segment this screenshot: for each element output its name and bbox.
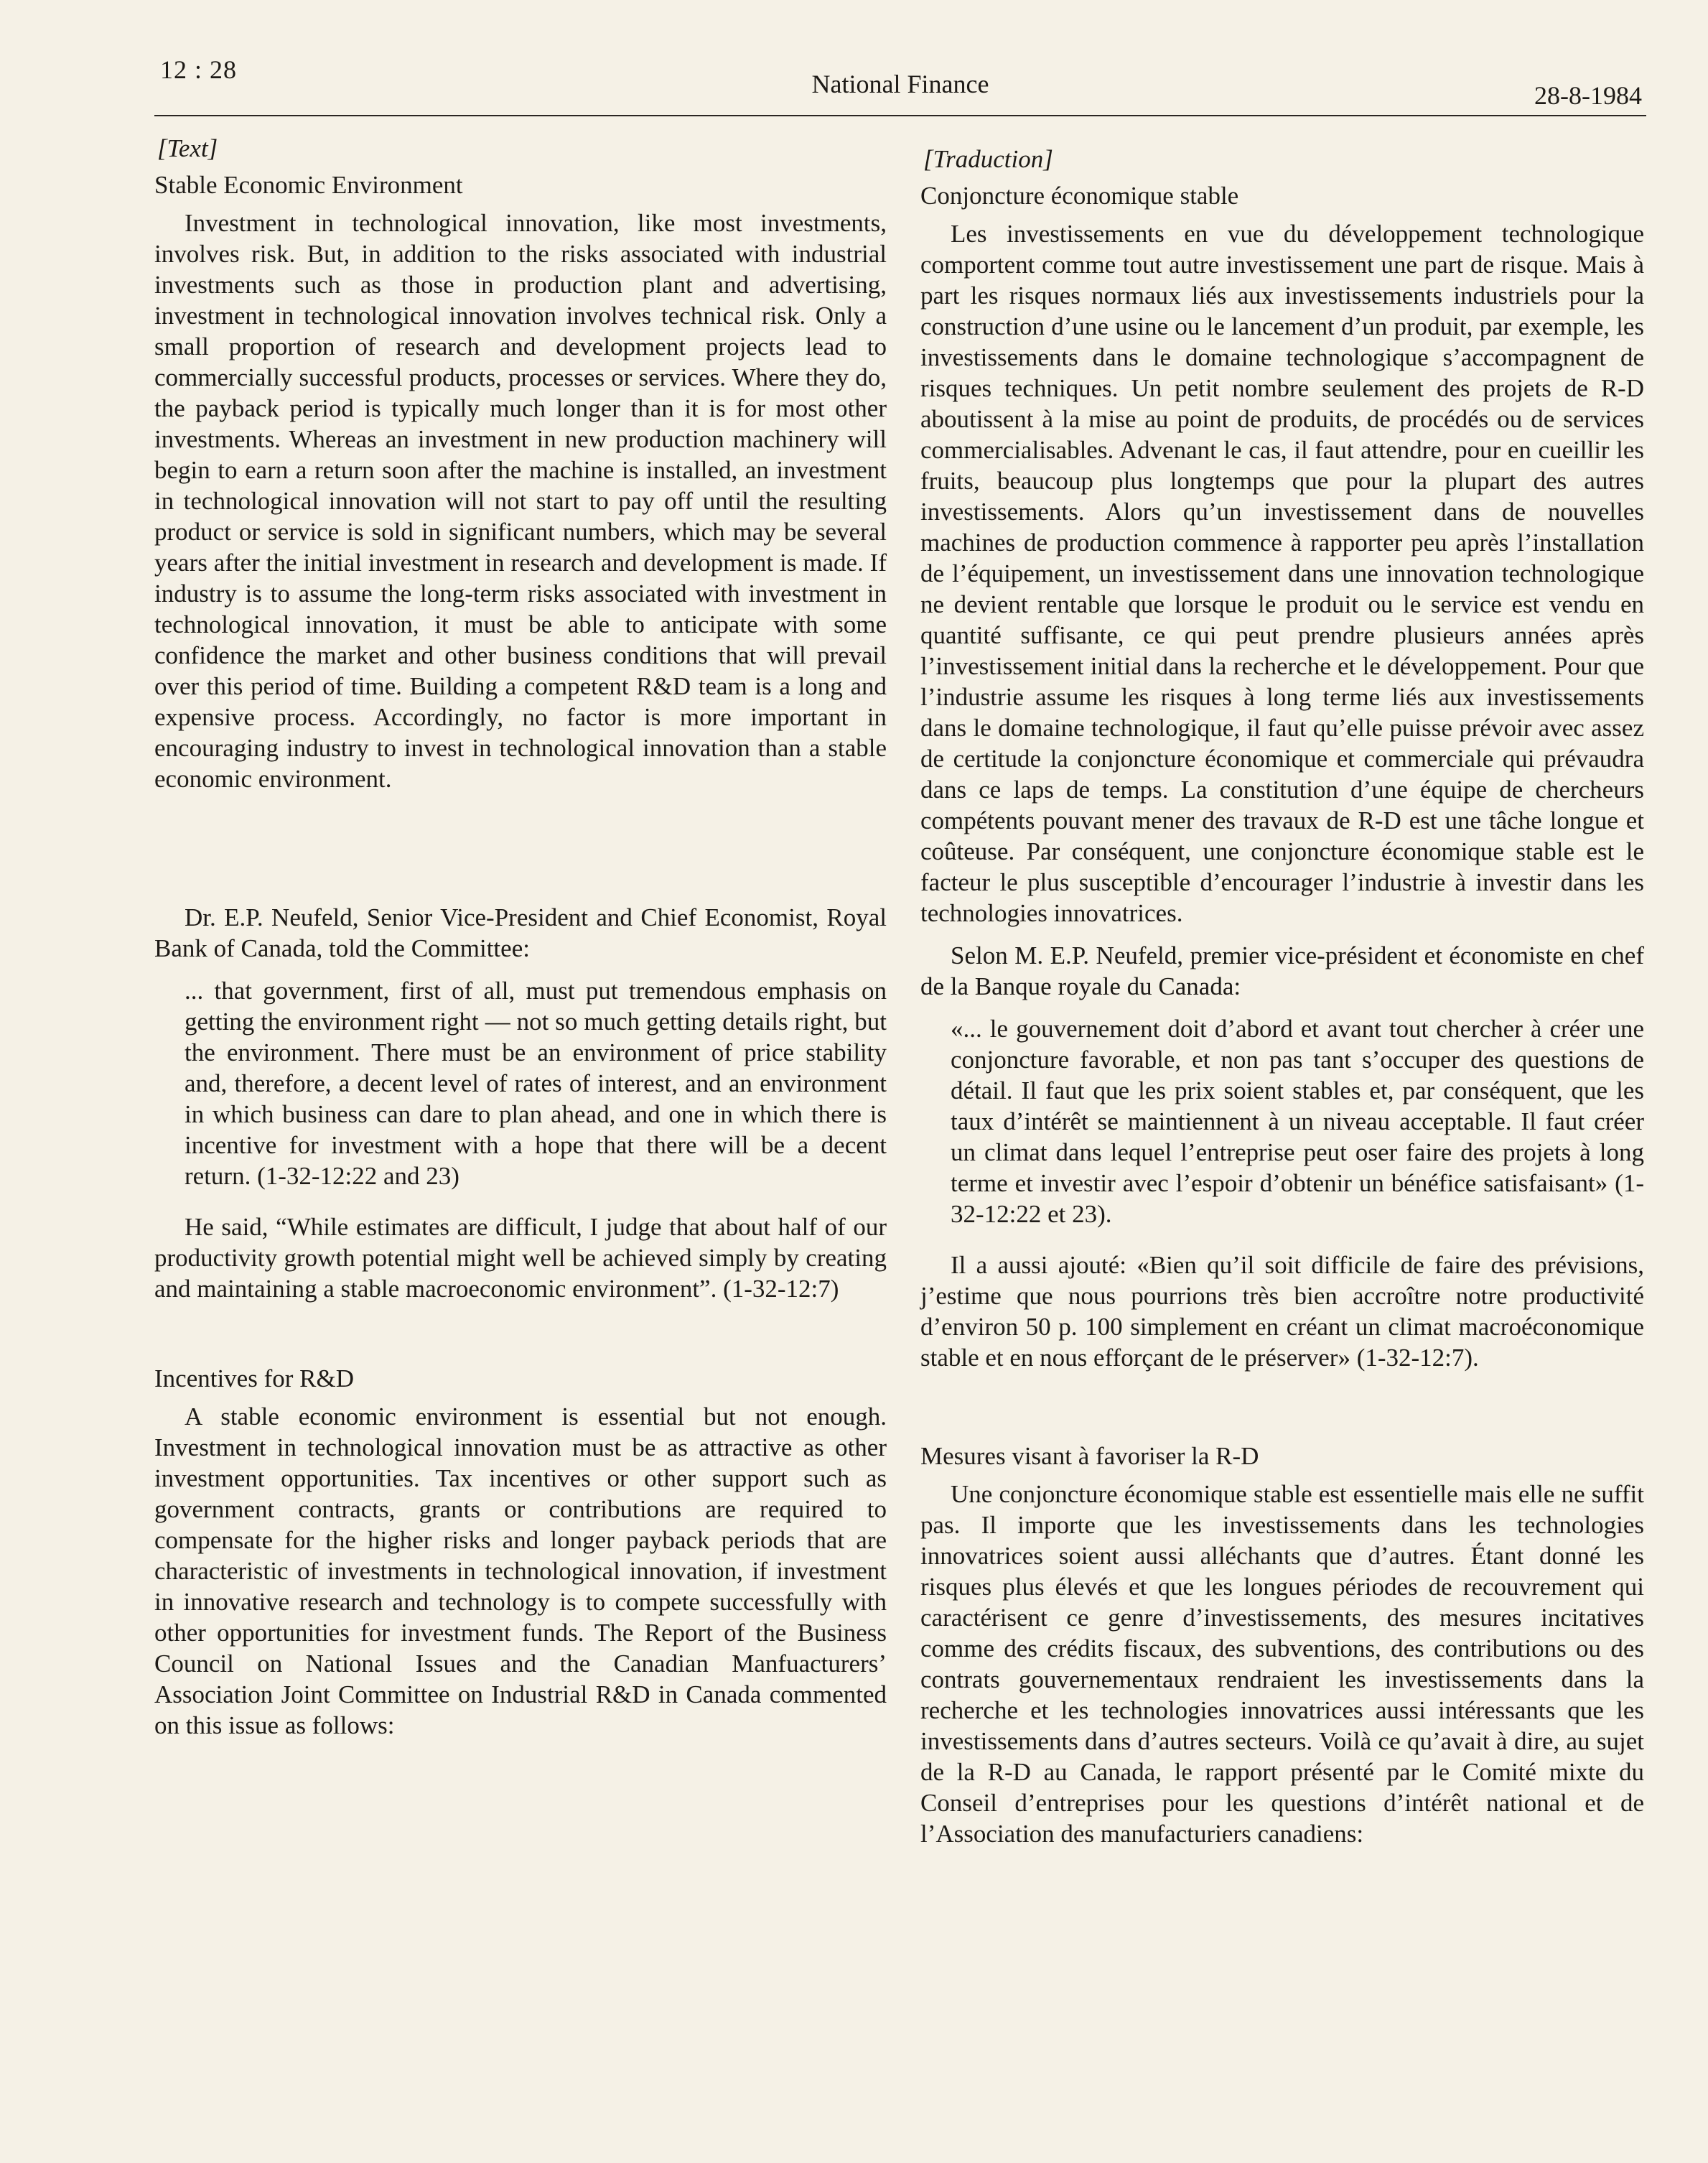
french-paragraph-3: Il a aussi ajouté: «Bien qu’il soit difficile de faire des prévisions, j’estime que nous pourrions très bien accroître notre productivité d’environ 50 p. 100 simplement en créant un climat macroéconomique stable et en nous efforçant de le préserver» (1-32-12:7). [920, 1251, 1644, 1372]
french-paragraph-2: Selon M. E.P. Neufeld, premier vice-président et économiste en chef de la Banque royale du Canada: [920, 941, 1644, 1000]
french-section1-heading: Conjoncture économique stable [920, 182, 1239, 210]
french-paragraph-4: Une conjoncture économique stable est essentielle mais elle ne suffit pas. Il importe que les investissements dans les technologies innovatrices soient aussi alléchants que d’autres. Étant donné les risques plus élevés et que les longues périodes de recouvrement qui caractérisent ce genre d’investissements, des mesures incitatives comme des crédits fiscaux, des subventions, des contributions ou des contrats gouvernementaux rendraient les investissements dans la recherche et les technologies innovatrices aussi intéressants que les investissements dans d’autres secteurs. Voilà ce qu’avait à dire, au sujet de la R-D au Canada, le rapport présenté par le Comité mixte du Conseil d’entreprises pour les questions d’intérêt national et de l’Association des manufacturiers canadiens: [920, 1480, 1644, 1848]
page-number: 12 : 28 [160, 55, 238, 84]
french-label: [Traduction] [923, 145, 1053, 173]
english-paragraph-1: Investment in technological innovation, like most investments, involves risk. But, in addition to the risks associated with industrial investments such as those in production plant and advertising, investment in technological innovation involves technical risk. Only a small proportion of research and development projects lead to commercially successful products, processes or services. Where they do, the payback period is typically much longer than it is for most other investments. Whereas an investment in new production machinery will begin to earn a return soon after the machine is installed, an investment in technological innovation will not start to pay off until the resulting product or service is sold in significant numbers, which may be several years after the initial investment in research and development is made. If industry is to assume the long-term risks associated with investment in technological innovation, it must be able to anticipate with some confidence the market and other business conditions that will prevail over this period of time. Building a competent R&D team is a long and expensive process. Accordingly, no factor is more important in encouraging industry to invest in technological innovation than a stable economic environment. [154, 209, 887, 793]
header-rule [154, 115, 1646, 116]
english-section2-heading: Incentives for R&D [154, 1364, 354, 1392]
french-quote: «... le gouvernement doit d’abord et avant tout chercher à créer une conjoncture favorable, et non pas tant s’occuper des questions de détail. Il faut que les prix soient stables et, par conséquent, que les taux d’intérêt se maintiennent à un niveau acceptable. Il faut créer un climat dans lequel l’entreprise peut oser faire des projets à long terme et investir avec l’espoir d’obtenir un bénéfice satisfaisant» (1-32-12:22 et 23). [951, 1015, 1644, 1228]
english-column [154, 133, 887, 1741]
english-quote: ... that government, first of all, must put tremendous emphasis on getting the environment right — not so much getting details right, but the environment. There must be an environment of price stability and, therefore, a decent level of rates of interest, and an environment in which business can dare to plan ahead, and one in which there is incentive for investment with a hope that there will be a decent return. (1-32-12:22 and 23) [185, 977, 887, 1190]
english-label: [Text] [157, 134, 218, 162]
english-paragraph-4: A stable economic environment is essential but not enough. Investment in technological innovation must be as attractive as other investment opportunities. Tax incentives or other support such as government contracts, grants or contributions are required to compensate for the higher risks and longer payback periods that are characteristic of investments in technological innovation, if investment in innovative research and technology is to compete successfully with other opportunities for investment funds. The Report of the Business Council on National Issues and the Canadian Manfuacturers’ Association Joint Committee on Industrial R&D in Canada commented on this issue as follows: [154, 1403, 887, 1739]
english-section1-heading: Stable Economic Environment [154, 171, 463, 199]
french-section2-heading: Mesures visant à favoriser la R-D [920, 1442, 1259, 1470]
french-paragraph-1: Les investissements en vue du développement technologique comportent comme tout autre investissement une part de risque. Mais à part les risques normaux liés aux investissements industriels pour la construction d’une usine ou le lancement d’un produit, par exemple, les investissements dans le domaine technologique s’accompagnent de risques techniques. Un petit nombre seulement des projets de R-D aboutissent à la mise au point de produits, de procédés ou de services commercialisables. Advenant le cas, il faut attendre, pour en cueillir les fruits, beaucoup plus longtemps que pour la plupart des autres investissements. Alors qu’un investissement dans de nouvelles machines de production commence à rapporter peu après l’installation de l’équipement, un investissement dans une innovation technologique ne devient rentable que lorsque le produit ou le service est vendu en quantité suffisante, ce qui peut prendre plusieurs années après l’investissement initial dans la recherche et le développement. Pour que l’industrie assume les risques à long terme liés aux investissements dans le domaine technologique, il faut qu’elle puisse prévoir avec assez de certitude la conjoncture économique et commerciale qui prévaudra dans ce laps de temps. La constitution d’une équipe de chercheurs compétents pouvant mener des travaux de R-D est une tâche longue et coûteuse. Par conséquent, une conjoncture économique stable est le facteur le plus susceptible d’encourager l’industrie à investir dans les technologies innovatrices. [920, 220, 1644, 927]
publication-date: 28-8-1984 [1534, 81, 1642, 110]
english-paragraph-2: Dr. E.P. Neufeld, Senior Vice-President and Chief Economist, Royal Bank of Canada, told the Committee: [154, 903, 887, 962]
page-header [154, 52, 1646, 121]
publication-title: National Finance [811, 70, 989, 98]
english-paragraph-3: He said, “While estimates are difficult, I judge that about half of our productivity growth potential might well be achieved simply by creating and maintaining a stable macroeconomic environment”. (1-32-12:7) [154, 1213, 887, 1303]
french-column [920, 144, 1644, 1849]
